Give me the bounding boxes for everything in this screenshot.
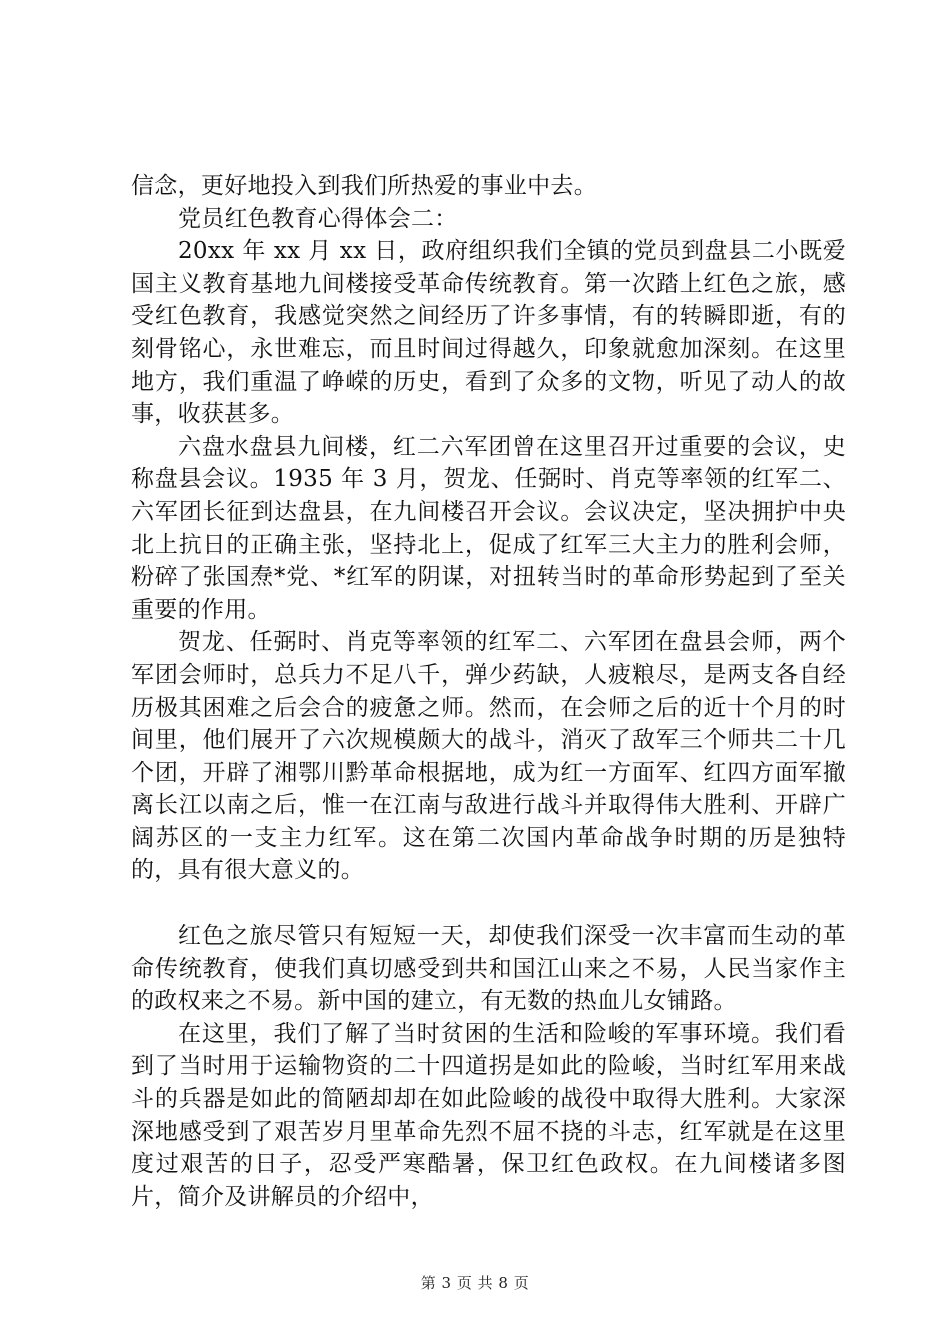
paragraph: 红色之旅尽管只有短短一天，却使我们深受一次丰富而生动的革命传统教育，使我们真切感受到共和国江山来之不易，人民当家作主的政权来之不易。新中国的建立，有无数的热血儿女铺路。	[131, 923, 846, 1015]
paragraph: 在这里，我们了解了当时贫困的生活和险峻的军事环境。我们看到了当时用于运输物资的二十四道拐是如此的险峻，当时红军用来战斗的兵器是如此的简陋却却在如此险峻的战役中取得大胜利。大家深深地感受到了艰苦岁月里革命先烈不屈不挠的斗志，红军就是在这里度过艰苦的日子，忍受严寒酷暑，保卫红色政权。在九间楼诸多图片，简介及讲解员的介绍中，	[131, 1020, 846, 1210]
paragraph: 20xx 年 xx 月 xx 日，政府组织我们全镇的党员到盘县二小既爱国主义教育基地九间楼接受革命传统教育。第一次踏上红色之旅，感受红色教育，我感觉突然之间经历了许多事情，有的转瞬即逝，有的刻骨铭心，永世难忘，而且时间过得越久，印象就愈加深刻。在这里地方，我们重温了峥嵘的历史，看到了众多的文物，听见了动人的故事，收获甚多。	[131, 238, 846, 428]
paragraph: 六盘水盘县九间楼，红二六军团曾在这里召开过重要的会议，史称盘县会议。1935 年 3 月，贺龙、任弼时、肖克等率领的红军二、六军团长征到达盘县，在九间楼召开会议。会议决定，坚决拥护中央北上抗日的正确主张，坚持北上，促成了红军三大主力的胜利会师，粉碎了张国焘*党、*红军的阴谋，对扭转当时的革命形势起到了至关重要的作用。	[131, 433, 846, 623]
document-body	[131, 170, 846, 1213]
page-number-footer: 第 3 页 共 8 页	[420, 1274, 530, 1292]
section-heading: 党员红色教育心得体会二：	[178, 205, 458, 232]
paragraph: 贺龙、任弼时、肖克等率领的红军二、六军团在盘县会师，两个军团会师时，总兵力不足八千，弹少药缺，人疲粮尽，是两支各自经历极其困难之后会合的疲惫之师。然而，在会师之后的近十个月的时间里，他们展开了六次规模颇大的战斗，消灭了敌军三个师共二十几个团，开辟了湘鄂川黔革命根据地，成为红一方面军、红四方面军撤离长江以南之后，惟一在江南与敌进行战斗并取得伟大胜利、开辟广阔苏区的一支主力红军。这在第二次国内革命战争时期的历是独特的，具有很大意义的。	[131, 629, 846, 884]
paragraph-continuation: 信念，更好地投入到我们所热爱的事业中去。	[131, 173, 597, 199]
